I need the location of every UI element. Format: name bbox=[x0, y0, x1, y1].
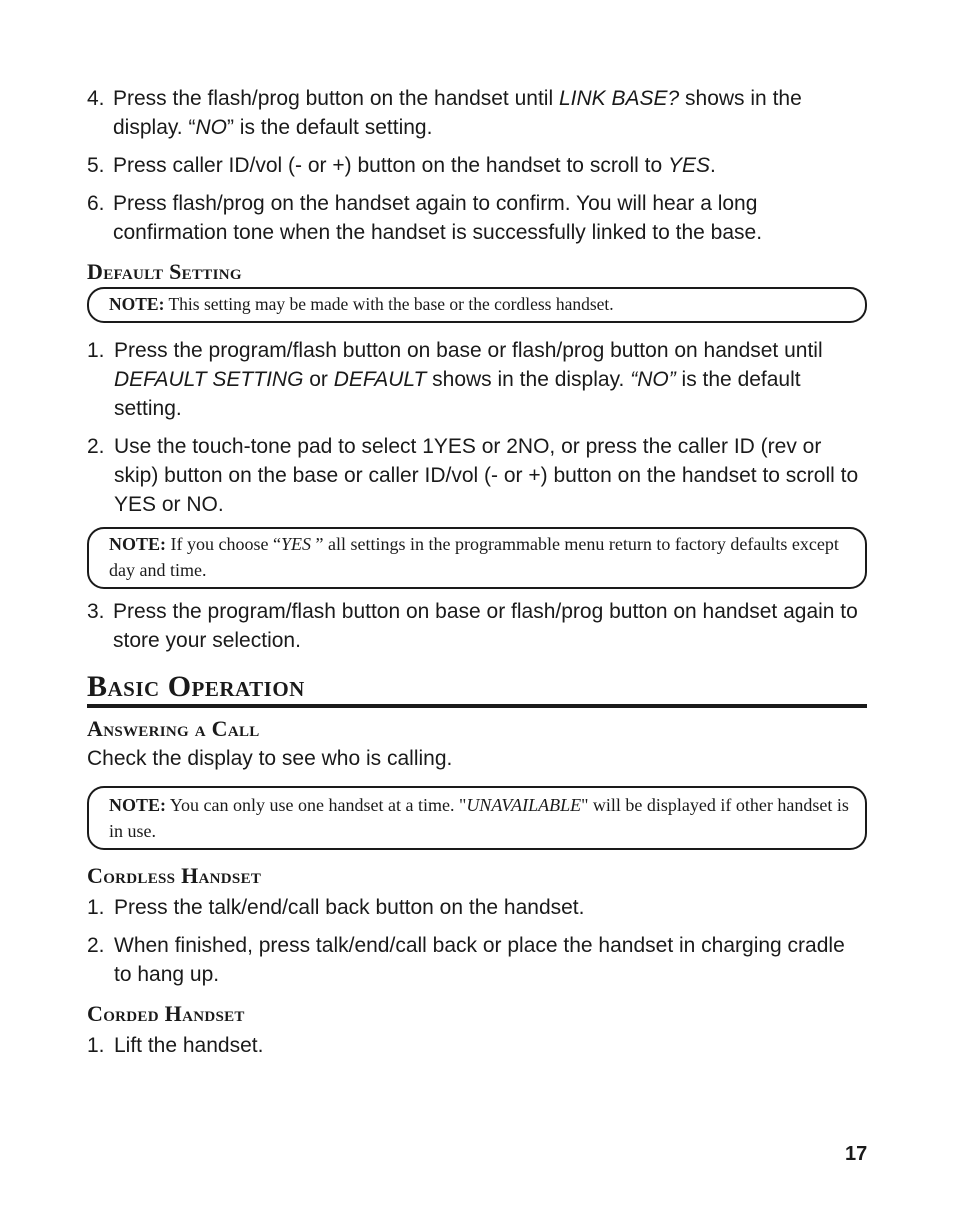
answering-text: Check the display to see who is calling. bbox=[87, 747, 453, 770]
step-text: Press flash/prog on the handset again to confirm. You will hear a long confirmation tone when the handset is successfully linked to the base. bbox=[113, 192, 763, 244]
subsection-heading-answering-a-call: Answering a Call bbox=[87, 716, 260, 741]
step-text: Press the talk/end/call back button on the handset. bbox=[114, 896, 585, 919]
step-text: shows in the display. bbox=[426, 368, 631, 391]
manual-page bbox=[87, 84, 867, 1060]
corded-step-1 bbox=[87, 1031, 867, 1060]
note-emphasis-unavailable: UNAVAILABLE bbox=[466, 795, 582, 815]
display-text-default: DEFAULT bbox=[333, 368, 427, 391]
note-text: You can only use one handset at a time. " bbox=[166, 795, 467, 815]
display-text-yes: YES bbox=[668, 154, 711, 177]
step-text: . bbox=[710, 154, 716, 177]
step-text: is the default setting. bbox=[114, 368, 801, 420]
note-box-one-handset bbox=[87, 786, 867, 850]
default-step-3 bbox=[87, 597, 867, 655]
step-number: 2. bbox=[87, 435, 105, 458]
note-label: NOTE: bbox=[109, 795, 167, 815]
step-6 bbox=[87, 189, 867, 247]
note-box-factory-defaults bbox=[87, 527, 867, 589]
default-step-1 bbox=[87, 336, 867, 423]
step-text: Use the touch-tone pad to select 1YES or 2NO, or press the caller ID (rev or skip) button on the base or caller ID/vol (- or +) button on the handset to scroll to YES or NO. bbox=[114, 435, 859, 516]
default-step-2 bbox=[87, 432, 867, 519]
subsection-heading-corded-handset: Corded Handset bbox=[87, 1001, 245, 1026]
section-heading-default-setting: Default Setting bbox=[87, 259, 242, 284]
step-number: 6. bbox=[87, 192, 105, 215]
display-text-no: “NO” bbox=[630, 368, 676, 391]
step-number: 3. bbox=[87, 600, 105, 623]
step-number: 1. bbox=[87, 896, 105, 919]
step-text: Press the flash/prog button on the handset until bbox=[113, 87, 559, 110]
step-number: 2. bbox=[87, 934, 105, 957]
step-text: Lift the handset. bbox=[114, 1034, 264, 1057]
step-5 bbox=[87, 151, 867, 180]
step-text: Press the program/flash button on base or flash/prog button on handset until bbox=[114, 339, 823, 362]
note-label: NOTE: bbox=[109, 534, 167, 554]
note-label: NOTE: bbox=[109, 294, 165, 314]
section-heading-basic-operation: Basic Operation bbox=[87, 670, 867, 708]
step-number: 4. bbox=[87, 87, 105, 110]
step-text: shows in the display. “ bbox=[113, 87, 802, 139]
note-emphasis-yes: YES bbox=[280, 534, 311, 554]
display-text-link-base: LINK BASE? bbox=[558, 87, 680, 110]
step-4 bbox=[87, 84, 867, 142]
subsection-heading-cordless-handset: Cordless Handset bbox=[87, 863, 262, 888]
note-text: " will be displayed if other handset is in use. bbox=[109, 795, 849, 841]
step-number: 5. bbox=[87, 154, 105, 177]
step-text: ” is the default setting. bbox=[226, 116, 433, 139]
step-text: Press the program/flash button on base or flash/prog button on handset again to store your selection. bbox=[113, 600, 858, 652]
step-text: Press caller ID/vol (- or +) button on the handset to scroll to bbox=[113, 154, 669, 177]
step-text: or bbox=[303, 368, 334, 391]
note-text: This setting may be made with the base or the cordless handset. bbox=[164, 294, 614, 314]
cordless-step-2 bbox=[87, 931, 867, 989]
page-number: 17 bbox=[845, 1143, 868, 1165]
note-text: ” all settings in the programmable menu return to factory defaults except day and time. bbox=[109, 534, 839, 580]
step-text: When finished, press talk/end/call back or place the handset in charging cradle to hang up. bbox=[114, 934, 845, 986]
note-box-default-setting bbox=[87, 287, 867, 323]
step-number: 1. bbox=[87, 1034, 105, 1057]
display-text-default-setting: DEFAULT SETTING bbox=[114, 368, 304, 391]
note-text: If you choose “ bbox=[166, 534, 281, 554]
cordless-step-1 bbox=[87, 893, 867, 922]
display-text-no: NO bbox=[195, 116, 227, 139]
step-number: 1. bbox=[87, 339, 105, 362]
